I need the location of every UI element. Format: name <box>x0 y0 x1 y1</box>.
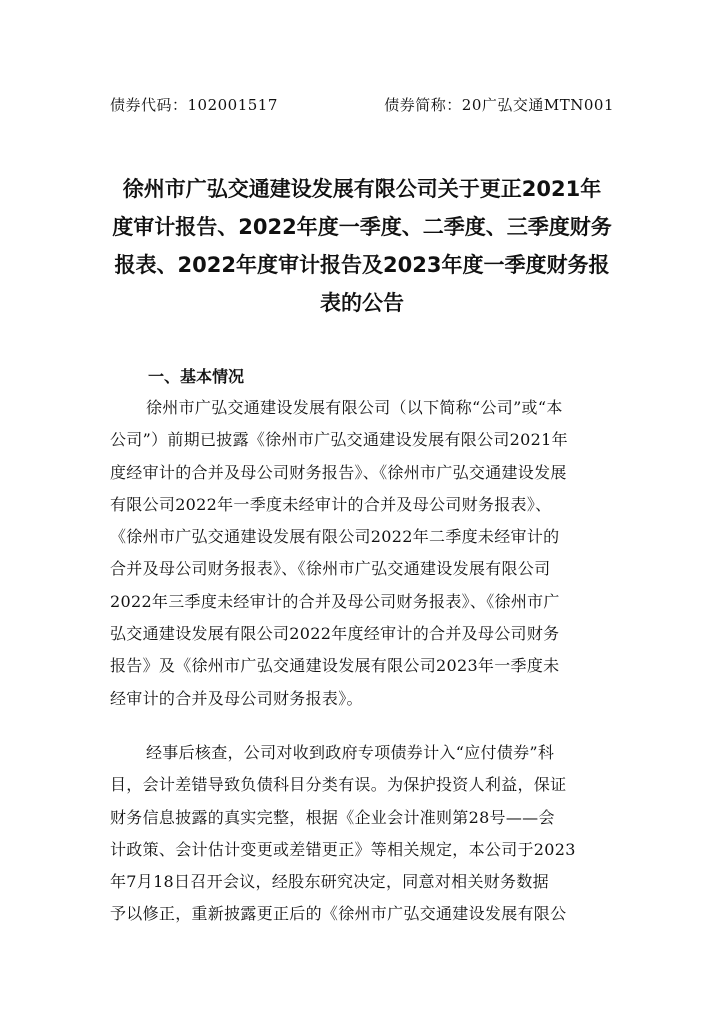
title-line: 表的公告 <box>320 291 404 315</box>
text-line: 弘交通建设发展有限公司2022年度经审计的合并及母公司财务 <box>110 624 560 644</box>
text-line: 经事后核查，公司对收到政府专项债券计入“应付债券”科 <box>146 743 555 762</box>
text-line: 报告》及《徐州市广弘交通建设发展有限公司2023年一季度未 <box>110 656 560 676</box>
text-line: 度经审计的合并及母公司财务报告》、《徐州市广弘交通建设发展 <box>110 462 567 482</box>
bond-short-name: 债券简称：20广弘交通MTN001 <box>384 96 614 114</box>
document-header <box>110 94 614 116</box>
text-line: 财务信息披露的真实完整，根据《企业会计准则第28号——会 <box>110 807 555 827</box>
text-line: 合并及母公司财务报表》、《徐州市广弘交通建设发展有限公司 <box>110 559 551 579</box>
title-line: 度审计报告、2022年度一季度、二季度、三季度财务 <box>112 215 612 239</box>
paragraph-2 <box>110 737 614 931</box>
announcement-title <box>110 170 614 322</box>
text-line: 经审计的合并及母公司财务报表》。 <box>110 688 363 708</box>
title-line: 报表、2022年度审计报告及2023年度一季度财务报 <box>114 253 610 277</box>
paragraph-1 <box>110 392 614 715</box>
bond-code: 债券代码：102001517 <box>110 96 278 114</box>
text-line: 予以修正，重新披露更正后的《徐州市广弘交通建设发展有限公 <box>110 904 567 924</box>
text-line: 计政策、会计估计变更或差错更正》等相关规定，本公司于2023 <box>110 839 576 859</box>
text-line: 徐州市广弘交通建设发展有限公司（以下简称“公司”或“本 <box>146 398 563 417</box>
text-line: 有限公司2022年一季度未经审计的合并及母公司财务报表》、 <box>110 494 552 514</box>
section-heading-basic-info: 一、基本情况 <box>148 367 245 386</box>
text-line: 2022年三季度未经审计的合并及母公司财务报表》、《徐州市广 <box>110 591 560 611</box>
text-line: 目，会计差错导致负债科目分类有误。为保护投资人利益，保证 <box>110 775 567 795</box>
text-line: 《徐州市广弘交通建设发展有限公司2022年二季度未经审计的 <box>110 527 560 547</box>
title-line: 徐州市广弘交通建设发展有限公司关于更正2021年 <box>122 177 602 201</box>
text-line: 年7月18日召开会议，经股东研究决定，同意对相关财务数据 <box>110 872 549 892</box>
text-line: 公司”）前期已披露《徐州市广弘交通建设发展有限公司2021年 <box>110 430 568 450</box>
